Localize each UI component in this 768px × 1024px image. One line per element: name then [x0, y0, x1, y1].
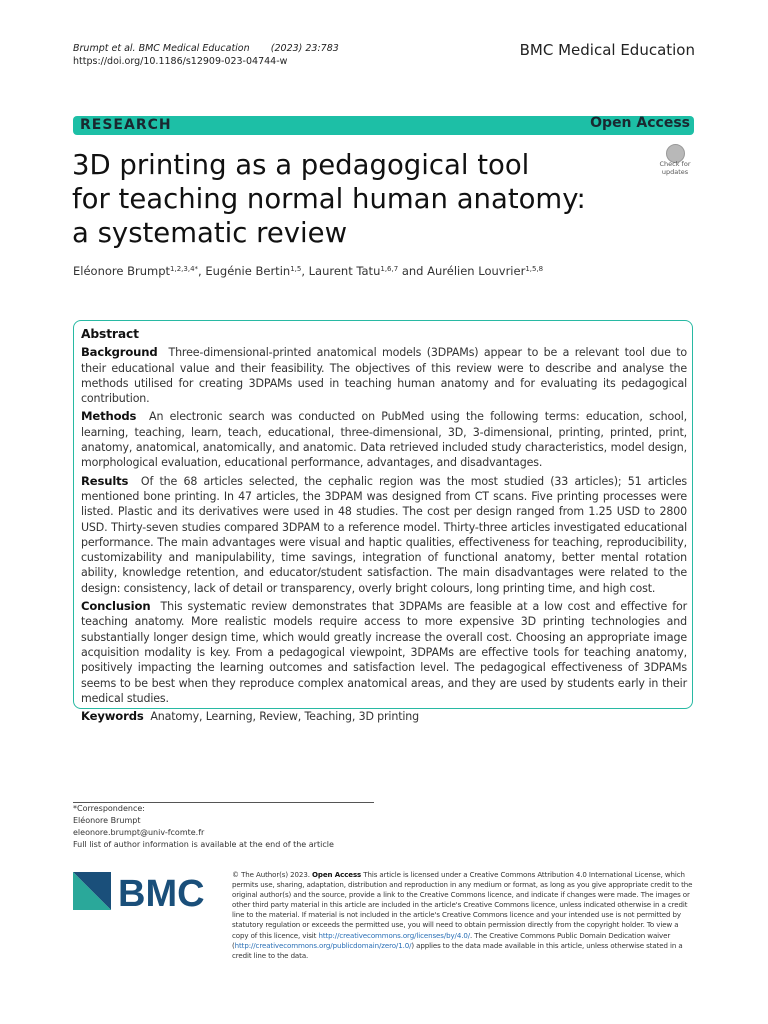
- license-text: [232, 870, 694, 961]
- abstract-results: [81, 474, 687, 596]
- citation-block: [73, 42, 339, 68]
- conclusion-text: This systematic review demonstrates that 3DPAMs are feasible at a low cost and effective for teaching anatomy. More realistic models require access to more expensive 3D printing technologies and substantially longer design time, which would greatly increase the overall cost. Choosing an appropriate image acquisition modality is key. From a pedagogical viewpoint, 3DPAMs are effective tools for teaching anatomy, positively impacting the learning outcomes and satisfaction level. The pedagogical effectiveness of 3DPAMs seems to be best when they reproduce complex anatomical areas, and they are used by students early in their medical studies.: [81, 600, 687, 705]
- author-name: Aurélien Louvrier: [427, 264, 526, 278]
- author-affiliation: 1,5: [290, 265, 302, 273]
- author-info-note: Full list of author information is available at the end of the article: [73, 840, 334, 849]
- author-name: Eléonore Brumpt: [73, 264, 171, 278]
- license-body-3: ) applies to the data made available in this article, unless otherwise stated in a credit line to the data.: [232, 940, 683, 960]
- journal-name: BMC Medical Education: [519, 41, 695, 59]
- correspondence-name: Eléonore Brumpt: [73, 816, 141, 825]
- author-name: Laurent Tatu: [308, 264, 381, 278]
- open-access-text: Open Access: [311, 870, 362, 879]
- waiver-link[interactable]: http://creativecommons.org/publicdomain/zero/1.0/: [234, 940, 412, 950]
- open-access-label: Open Access: [590, 115, 690, 131]
- license-body: This article is licensed under a Creative Commons Attribution 4.0 International License, which permits use, sharing, adaptation, distribution and reproduction in any medium or format, as long as you give appropriate credit to the original author(s) and the source, provide a link to the Creative Commons licence, and indicate if changes were made. The images or other third party material in this article are included in the article's Creative Commons licence, unless indicated otherwise in a credit line to the material. If material is not included in the article's Creative Commons licence and your intended use is not permitted by statutory regulation or exceeds the permitted use, you will need to obtain permission directly from the copyright holder. To view a copy of this licence, visit: [232, 870, 693, 940]
- title-line: 3D printing as a pedagogical tool: [72, 149, 530, 181]
- abstract-heading: Abstract: [81, 327, 139, 341]
- abstract-methods: [81, 409, 687, 470]
- section-label: RESEARCH: [80, 117, 172, 133]
- results-text: Of the 68 articles selected, the cephalic region was the most studied (33 articles); 51 articles mentioned bone printing. In 47 articles, the 3DPAM was designed from CT scans. Five printing processes were listed. Plastic and its derivatives were used in 48 studies. The cost per design ranged from 1.25 USD to 2800 USD. Thirty-seven studies compared 3DPAM to a reference model. Thirty-three articles investigated educational performance. The main advantages were visual and haptic qualities, effectiveness for teaching, reproducibility, customizability and manipulability, time savings, integration of functional anatomy, better mental rotation ability, knowledge retention, and educator/student satisfaction. The main disadvantages were related to the design: consistency, lack of detail or transparency, overly bright colours, long printing time, and high cost.: [81, 474, 687, 595]
- background-text: Three-dimensional-printed anatomical models (3DPAMs) appear to be a relevant tool due to their educational value and their feasibility. The objectives of this review were to describe and analyse the methods utilised for creating 3DPAMs used in teaching human anatomy and for evaluating its pedagogical contribution.: [81, 346, 687, 406]
- license-link[interactable]: http://creativecommons.org/licenses/by/4.0/: [318, 930, 471, 940]
- background-label: Background: [81, 345, 158, 360]
- abstract-background: [81, 345, 687, 406]
- author-affiliation: 1,6,7: [380, 265, 399, 273]
- abstract-conclusion: [81, 599, 687, 706]
- methods-label: Methods: [81, 409, 137, 424]
- copyright-text: © The Author(s) 2023.: [232, 870, 310, 879]
- badge-text: updates: [661, 167, 689, 176]
- correspondence-label: *Correspondence:: [73, 804, 145, 813]
- title-line: a systematic review: [72, 217, 348, 249]
- check-for-updates-badge[interactable]: [654, 142, 696, 180]
- conclusion-label: Conclusion: [81, 599, 151, 614]
- article-title: [72, 148, 632, 250]
- author-list: Eléonore Brumpt$^{1,2,3,4*}$, Eugénie Bertin$^{1,5}$, Laurent Tatu$^{1,6,7}$ and Aurélien Louvrier$^{1,5,8}$: [73, 264, 544, 278]
- doi-link[interactable]: https://doi.org/10.1186/s12909-023-04744-w: [73, 56, 288, 67]
- title-line: for teaching normal human anatomy:: [72, 183, 586, 215]
- keywords-label: Keywords: [81, 709, 144, 724]
- keywords-text: Anatomy, Learning, Review, Teaching, 3D printing: [150, 710, 420, 724]
- badge-text: Check for: [659, 160, 691, 168]
- methods-text: An electronic search was conducted on PubMed using the following terms: education, school, learning, teaching, learn, teach, educational, three-dimensional, 3D, 3-dimensional, printing, printed, print, anatomy, anatomical, anatomically, and anatomic. Data retrieved included study characteristics, model design, morphological evaluation, educational performance, advantages, and disadvantages.: [81, 410, 687, 470]
- bmc-logo-text: BMC: [118, 873, 205, 912]
- author-name: Eugénie Bertin: [205, 264, 291, 278]
- citation-authors: Brumpt et al. BMC Medical Education: [73, 43, 250, 54]
- correspondence-block: [73, 803, 334, 851]
- abstract-keywords: [81, 709, 687, 724]
- bmc-logo: [73, 872, 213, 912]
- citation-year: (2023) 23:783: [270, 43, 339, 54]
- author-affiliation: 1,2,3,4*: [170, 265, 199, 273]
- license-body-2: . The Creative Commons Public Domain Dedication waiver (: [232, 930, 671, 950]
- abstract-content: [81, 327, 687, 727]
- correspondence-email[interactable]: eleonore.brumpt@univ-fcomte.fr: [73, 828, 205, 837]
- results-label: Results: [81, 473, 129, 488]
- author-affiliation: 1,5,8: [525, 265, 544, 273]
